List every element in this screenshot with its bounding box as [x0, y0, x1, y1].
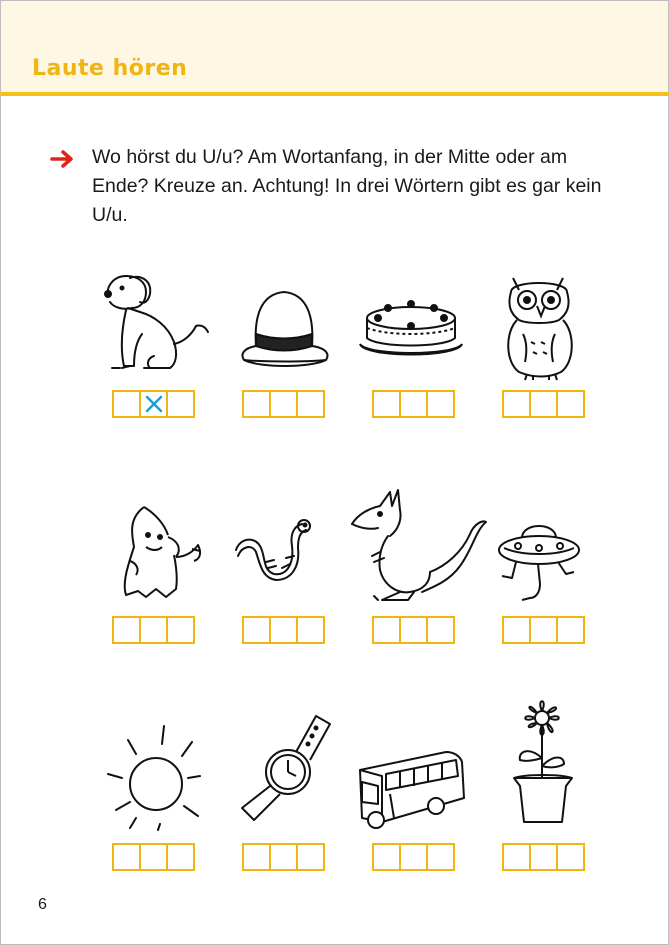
answer-box-end[interactable]: [166, 390, 195, 418]
answer-box-middle[interactable]: [139, 843, 168, 871]
answer-box-middle[interactable]: [139, 390, 168, 418]
answer-box-start[interactable]: [502, 616, 531, 644]
answer-box-middle[interactable]: [269, 390, 298, 418]
answer-box-middle[interactable]: [399, 843, 428, 871]
answer-boxes: [372, 843, 455, 871]
answer-box-start[interactable]: [372, 390, 401, 418]
answer-box-end[interactable]: [556, 843, 585, 871]
answer-boxes: [242, 390, 325, 418]
answer-box-start[interactable]: [372, 843, 401, 871]
answer-box-end[interactable]: [296, 616, 325, 644]
answer-boxes: [242, 843, 325, 871]
arrow-right-icon: [50, 150, 76, 168]
hat-icon: [238, 288, 333, 373]
owl-icon: [497, 272, 581, 380]
answer-box-start[interactable]: [112, 616, 141, 644]
ufo-icon: [496, 514, 582, 604]
bus-icon: [356, 748, 468, 832]
worm-icon: [232, 516, 312, 580]
cake-icon: [358, 298, 464, 364]
dog-icon: [100, 268, 215, 378]
answer-box-middle[interactable]: [269, 843, 298, 871]
answer-box-end[interactable]: [426, 843, 455, 871]
answer-box-middle[interactable]: [139, 616, 168, 644]
answer-box-end[interactable]: [426, 616, 455, 644]
task-instruction: Wo hörst du U/u? Am Wortanfang, in der Mitte oder am Ende? Kreuze an. Achtung! In drei Wörtern gibt es gar kein U/u.: [92, 146, 602, 226]
answer-boxes: [372, 390, 455, 418]
page-title: Laute hören: [32, 56, 188, 81]
page-number: 6: [38, 896, 47, 913]
answer-boxes: [112, 616, 195, 644]
answer-box-start[interactable]: [242, 616, 271, 644]
answer-box-end[interactable]: [556, 616, 585, 644]
answer-box-middle[interactable]: [529, 843, 558, 871]
answer-boxes: [242, 616, 325, 644]
answer-box-end[interactable]: [426, 390, 455, 418]
sun-icon: [106, 724, 212, 834]
answer-boxes: [372, 616, 455, 644]
kangaroo-icon: [350, 486, 488, 604]
answer-box-middle[interactable]: [399, 616, 428, 644]
answer-box-start[interactable]: [502, 390, 531, 418]
flower-pot-icon: [506, 696, 582, 830]
answer-box-middle[interactable]: [529, 390, 558, 418]
answer-boxes: [112, 843, 195, 871]
answer-box-middle[interactable]: [399, 390, 428, 418]
answer-box-start[interactable]: [242, 843, 271, 871]
answer-box-middle[interactable]: [529, 616, 558, 644]
answer-box-start[interactable]: [502, 843, 531, 871]
answer-boxes: [502, 616, 585, 644]
answer-box-start[interactable]: [112, 390, 141, 418]
answer-box-end[interactable]: [296, 390, 325, 418]
wristwatch-icon: [234, 712, 334, 824]
answer-boxes: [502, 390, 585, 418]
answer-box-end[interactable]: [556, 390, 585, 418]
cross-mark-icon: [145, 395, 163, 413]
answer-boxes: [112, 390, 195, 418]
answer-box-start[interactable]: [372, 616, 401, 644]
header-rule: [0, 92, 669, 96]
answer-box-start[interactable]: [112, 843, 141, 871]
answer-boxes: [502, 843, 585, 871]
answer-box-end[interactable]: [296, 843, 325, 871]
answer-box-end[interactable]: [166, 616, 195, 644]
answer-box-end[interactable]: [166, 843, 195, 871]
ghost-icon: [118, 505, 206, 599]
answer-box-start[interactable]: [242, 390, 271, 418]
answer-box-middle[interactable]: [269, 616, 298, 644]
